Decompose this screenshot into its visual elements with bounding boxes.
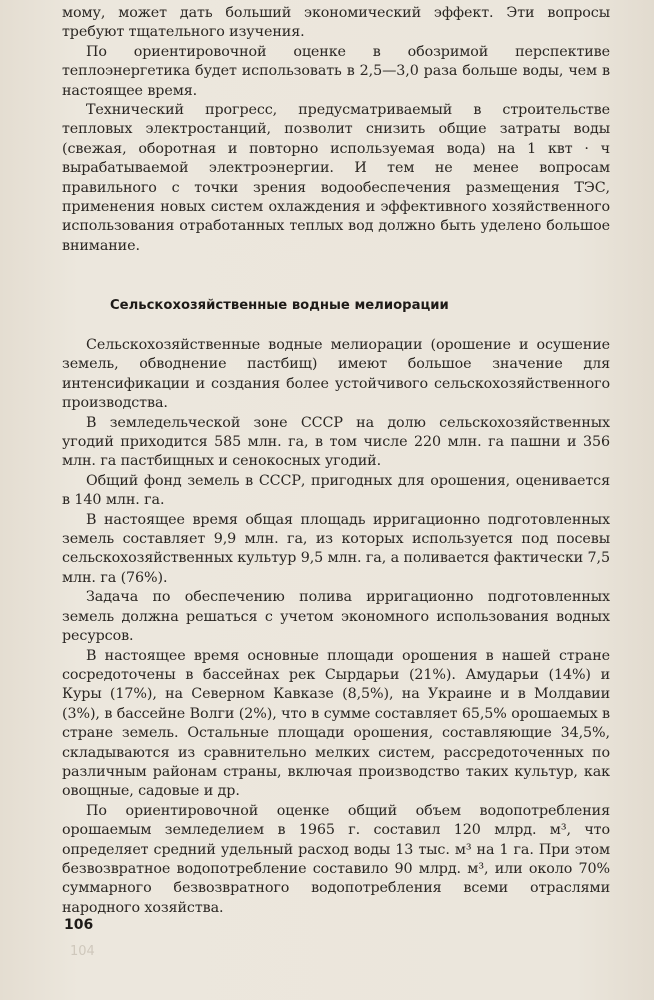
page-number: 106 (64, 917, 94, 933)
paragraph: По ориентировочной оценке общий объем водопотребления орошаемым земледелием в 1965 г. составил 120 млрд. м³, что определяет средний удельный расход воды 13 тыс. м³ на 1 га. При этом безвозвратное водопотребление составило 90 млрд. м³, или около 70% суммарного безвозвратного водопотребления всеми отраслями народного хозяйства. (62, 802, 610, 916)
paragraph: В земледельческой зоне СССР на долю сельскохозяйственных угодий приходится 585 млн. га, в том числе 220 млн. га пашни и 356 млн. га пастбищных и сенокосных угодий. (62, 414, 610, 470)
section-heading: Сельскохозяйственные водные мелиорации (110, 298, 449, 313)
top-text-block (62, 4, 610, 256)
paragraph: Сельскохозяйственные водные мелиорации (орошение и осушение земель, обводнение пастбищ) имеют большое значение для интенсификации и создания более устойчивого сельскохозяйственного производства. (62, 337, 610, 412)
section-text-block (62, 336, 610, 918)
paragraph: В настоящее время общая площадь ирригационно подготовленных земель составляет 9,9 млн. га, из которых используется под посевы сельскохозяйственных культур 9,5 млн. га, а поливается фактически 7,5 млн. га (76%). (62, 511, 610, 586)
paragraph: Задача по обеспечению полива ирригационно подготовленных земель должна решаться с учетом экономного использования водных ресурсов. (62, 589, 610, 645)
paragraph: По ориентировочной оценке в обозримой перспективе теплоэнергетика будет использовать в 2,5—3,0 раза больше воды, чем в настоящее время. (62, 43, 610, 99)
paragraph: Общий фонд земель в СССР, пригодных для орошения, оценивается в 140 млн. га. (62, 472, 610, 509)
paragraph: Технический прогресс, предусматриваемый в строительстве тепловых электростанций, позволит снизить общие затраты воды (свежая, оборотная и повторно используемая вода) на 1 квт · ч вырабатываемой электроэнергии. И тем не менее вопросам правильного с точки зрения водообеспечения размещения ТЭС, применения новых систем охлаждения и эффективного хозяйственного использования отработанных теплых вод должно быть уделено большое внимание. (62, 102, 610, 254)
bleed-through-page-number: 104 (70, 944, 95, 959)
paragraph: мому, может дать больший экономический эффект. Эти вопросы требуют тщательного изучения. (62, 5, 610, 41)
paragraph: В настоящее время основные площади орошения в нашей стране сосредоточены в бассейнах рек Сырдарьи (21%). Амударьи (14%) и Куры (17%), на Северном Кавказе (8,5%), на Украине и в Молдавии (3%), в бассейне Волги (2%), что в сумме составляет 65,5% орошаемых в стране земель. Остальные площади орошения, составляющие 34,5%, складываются из сравнительно мелких систем, рассредоточенных по различным районам страны, включая производство таких культур, как овощные, садовые и др. (62, 647, 610, 800)
